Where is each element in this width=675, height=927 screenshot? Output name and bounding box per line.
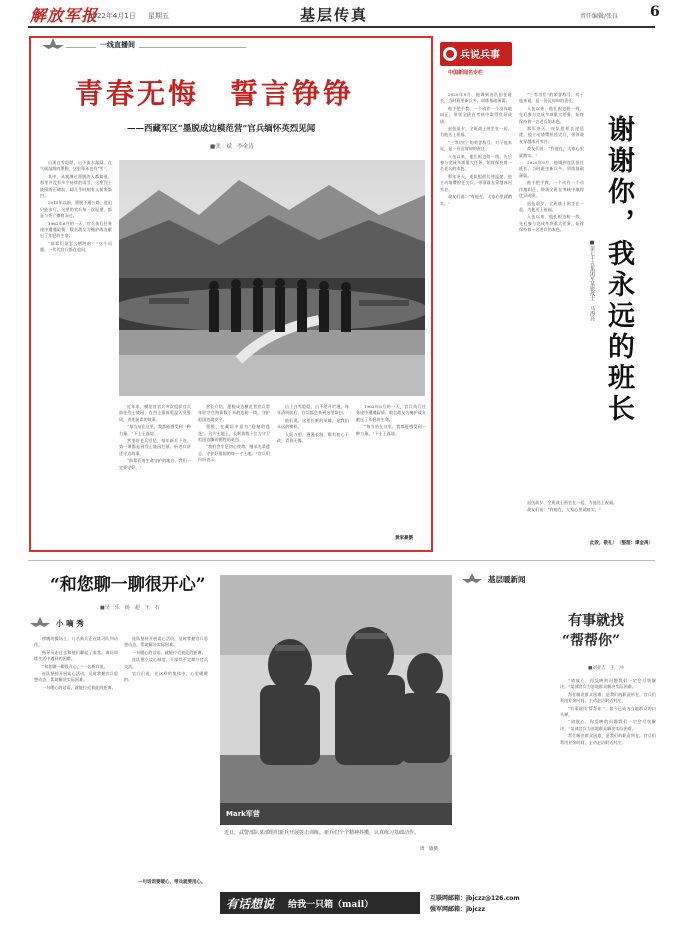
sidebar-col2: 2020年9月，他调到连队担任班长，当时班里新兵多，训练基础薄弱。 他手把手教，一个动作一个动作地纠正，带领全班在考核中取得优异成绩。 退伍前夕，全班战士围坐在一起，为他送上祝福。 “三等功臣”的荣誉称号，对于他来说，是一份沉甸甸的责任。 入伍以来，他扎根边防一线，先后参与完成多项重大任务，始终保持着一名老兵的本色。 那年冬天，连队组织长途巡逻，他主动请缨担任尖兵，带领战友穿越冰河雪谷。 战友们说：“有他在，大家心里就踏实。” bbox=[440, 92, 512, 206]
top-story-col3: 营长介绍，墨脱成边模范营官兵常年驻守在海拔数千米的边防一线，守护祖国边境安宁。 墨脱，在藏语中意为“隐秘的莲花”。这片土地上，长眠着数十位为守卫祖国边疆而牺牲的英烈。 “我们会牢记初心使命，继承先辈遗志，守护好祖国的每一寸土地。”官兵们纷纷表示。 bbox=[198, 404, 270, 463]
star-icon bbox=[40, 37, 66, 51]
top-story-byline: ■张 斌 李金涛 bbox=[210, 144, 254, 150]
vertical-byline-text: ■第七十五集团军某旅战士 马海亮 bbox=[589, 240, 595, 321]
vertical-title-text: 谢谢你，我永远的班长 bbox=[603, 115, 634, 425]
top-story-headline: 青春无悔 誓言铮铮 bbox=[75, 77, 355, 110]
star-icon bbox=[460, 572, 484, 586]
masthead-rule bbox=[28, 26, 655, 28]
masthead-weekday: 星期五 bbox=[148, 12, 169, 20]
bottom-left-col2: 连队坚持开展谈心活动，及时掌握官兵思想动态，帮助解决实际困难。 一句暖心的话语，就能拉近彼此的距离。 连队建立谈心制度，干部骨干定期与官兵交流。 官兵们说，在这样的集体中，心里暖暖的。 bbox=[124, 636, 208, 683]
cemetery-photo bbox=[119, 160, 425, 396]
photo-label: Mark军营 bbox=[226, 810, 260, 818]
sidebar-vertical-byline bbox=[586, 240, 596, 360]
tag-label: 小 嘀 秀 bbox=[56, 619, 84, 628]
top-story-col4: 山上白雪皑皑，山下花开烂漫。每年清明前后，官兵都会来到这里祭扫。 他们说，这里长眠的英雄，是我们永远的榜样。 人间万里，漫漫长路，唯有初心不改，青春无悔。 bbox=[277, 404, 349, 444]
top-story-subheadline: ——西藏军区“墨脱成边模范营”官兵缅怀英烈见闻 bbox=[127, 124, 316, 134]
page-number: 6 bbox=[650, 4, 660, 20]
bottom-left-quote: —句话语要暖心，带兵就要用心。 bbox=[138, 880, 206, 885]
star-icon bbox=[28, 616, 52, 630]
top-story-col5: 1962年6月的一天，官兵执行任务途中遭遇险情，数名战友为掩护战友献出了年轻的生命。 “每当站在这里，我都能感受到一种力量。”下士王磊说。 bbox=[356, 404, 426, 436]
bottom-right-byline: ■刘亚吉 王 冲 bbox=[588, 666, 624, 671]
bottom-right-headline-1: 有事就找 bbox=[568, 613, 624, 629]
email-label: 互联网邮箱：jbjczz@126.com bbox=[430, 895, 520, 902]
bottom-bar-slogan: 给我一只箱（mail） bbox=[288, 900, 374, 910]
top-story-col2: 近年来，模范营官兵多次组织官兵前往烈士陵园，在烈士墓前重温入党誓词，讲述前辈的故事。 “每当站在这里，我都能感受到一种力量。”下士王磊说。 营里的老兵回忆，每年新兵下连，第一课都是到烈士陵园扫墓，听老兵讲述守边故事。 “前辈们用生命守护的地方，我们一定要守好。” bbox=[119, 404, 191, 470]
sidebar-logo bbox=[440, 42, 512, 82]
bottom-left-tag bbox=[28, 616, 128, 630]
author-credit: 黄家豪摄 bbox=[395, 536, 413, 541]
masthead-section: 基层传真 bbox=[300, 6, 369, 24]
section-tag-label: 一线直播间 bbox=[96, 40, 139, 50]
sidebar-logo-sub: 中国新闻名专栏 bbox=[448, 70, 484, 76]
bottom-bar bbox=[220, 888, 555, 918]
masthead-date: 2022年4月1日 bbox=[88, 12, 136, 20]
sidebar-col1: “三等功臣”的荣誉称号，对于他来说，是一份沉甸甸的责任。 入伍以来，他扎根边防一线，先后参与完成多项重大任务，始终保持着一名老兵的本色。 那年冬天，连队组织长途巡逻，他主动请缨担任尖兵，带领战友穿越冰河雪谷。 战友们说：“有他在，大家心里就踏实。” 2020年9月，他调到连队担任班长，当时班里新兵多，训练基础薄弱。 他手把手教，一个动作一个动作地纠正，带领全班在考核中取得优异成绩。 退伍前夕，全班战士围坐在一起，为他送上祝福。 入伍以来，他扎根边防一线，先后参与完成多项重大任务，始终保持着一名老兵的本色。 bbox=[519, 92, 584, 233]
sidebar-col3: 退伍前夕，全班战士围坐在一起，为他送上祝福。 战友们说：“有他在，大家心里就踏实。” bbox=[527, 500, 618, 513]
bottom-left-headline: “和您聊一聊很开心” bbox=[50, 575, 206, 595]
bottom-right-col1: “请放心，你反映的问题我们一定会尽快解决。”某部官兵为驻地群众解决实际困难。 帮忙解决群众困难，是我们的职责所在。官兵们利用业余时间，主动走访附近村庄。 “有事就找‘帮帮你’”，如今已成为当地群众的口头禅。 “请放心，你反映的问题我们一定会尽快解决。”某部官兵为驻地群众解决实际困难。 帮忙解决群众困难，是我们的职责所在。官兵们利用业余时间，主动走访附近村庄。 bbox=[560, 678, 656, 745]
masthead bbox=[0, 0, 675, 30]
bottom-left-byline: ■吴 乐 杨 超 王 石 bbox=[100, 605, 160, 611]
soldiers-photo bbox=[220, 575, 452, 825]
bottom-right-headline-2: “帮帮你” bbox=[562, 633, 621, 649]
masthead-editor: 责任编辑/张良 bbox=[580, 13, 619, 20]
tag-label: 基层暖新闻 bbox=[488, 575, 526, 584]
bottom-left-col1: 傍晚的操场上，几名新兵正在练习队列动作。 指导员走过去和他们聊起了家常，询问训练生活中遇到的困难。 “和您聊一聊很开心。”一名新兵说。 连队坚持开展谈心活动，及时掌握官兵思想动态，帮助解决实际困难。 一句暖心的话语，就能拉近彼此的距离。 bbox=[34, 636, 118, 690]
sidebar-vertical-title bbox=[598, 115, 638, 495]
internal-email-label: 强军网邮箱：jbjczz bbox=[430, 906, 485, 913]
section-tag bbox=[40, 38, 250, 50]
sidebar-logo-text: 兵说兵事 bbox=[460, 50, 500, 61]
section-tag-rule bbox=[66, 47, 246, 48]
bottom-right-tag bbox=[460, 572, 580, 586]
sidebar-tail: 此致，敬礼！（整理：谭金禹） bbox=[590, 541, 653, 546]
section-divider bbox=[28, 560, 655, 561]
bottom-photo-caption: 近日，武警部队某部组织新兵开展射击训练。新兵们个个精神抖擞，认真练习基础动作。 bbox=[224, 830, 420, 836]
top-story-col1: 山顶白雪皑皑，山下流水潺潺。在气候湿润的墨脱，这里每年也有“雪”。 其中，从观测过墨脱的人都知道，那里并没有多少持续的雨雪，这座烈士陵园的石碑前，却几乎时刻有人前来祭扫。 2015年以前，墨脱不通公路，进出只能步行。这里的官兵每一次巡逻，都是与死亡擦肩而过。 1962年6月的一天，官兵执行任务途中遭遇险情，数名战友为掩护战友献出了年轻的生命。 “前辈们是怎么牺牲的？”这个问题，一代代官兵都在追问。 bbox=[40, 160, 112, 253]
masthead-logo: 解放军报 bbox=[30, 6, 99, 25]
bottom-photo-credit: 周 敏摄 bbox=[420, 847, 438, 852]
bottom-bar-brand: 有话想说 bbox=[226, 897, 275, 911]
